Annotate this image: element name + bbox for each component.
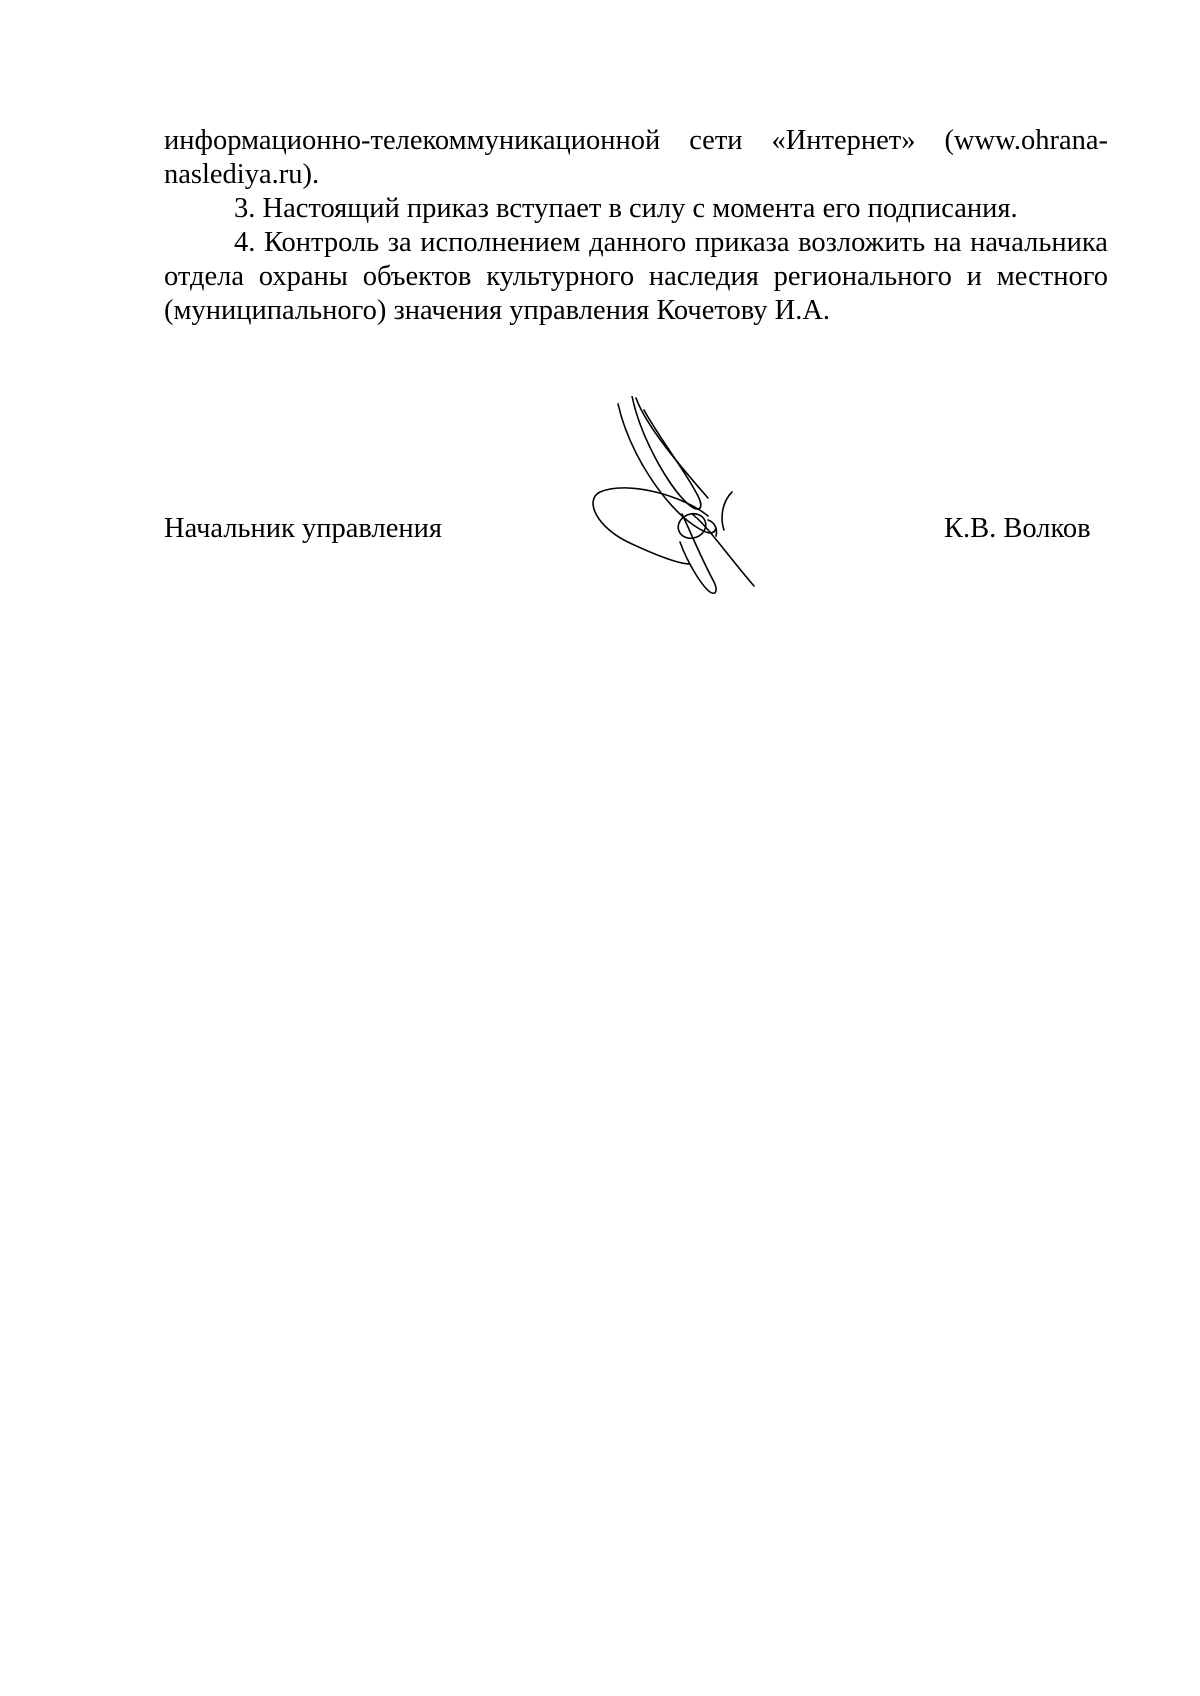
text-word: возложить xyxy=(798,227,926,258)
text-word: сети xyxy=(689,125,743,156)
paragraph-internet-line-2: naslediya.ru). xyxy=(164,159,320,190)
paragraph-internet-line-1 xyxy=(164,124,1108,158)
text-word: наследия xyxy=(648,261,759,292)
paragraph-4-line-3: (муниципального) значения управления Кочетову И.А. xyxy=(164,295,831,326)
handwritten-signature xyxy=(588,396,778,606)
text-word: культурного xyxy=(486,261,635,292)
text-word: Контроль xyxy=(263,227,380,258)
signature-stroke xyxy=(593,488,708,564)
text-word: 4. xyxy=(234,227,256,258)
text-word: «Интернет» xyxy=(771,125,916,156)
text-word: на xyxy=(933,227,962,258)
text-word: регионального xyxy=(773,261,952,292)
text-word: исполнением xyxy=(420,227,581,258)
signatory-position: Начальник управления xyxy=(164,513,442,544)
text-word: (www.ohrana- xyxy=(944,125,1108,156)
paragraph-3: 3. Настоящий приказ вступает в силу с момента его подписания. xyxy=(234,193,1018,224)
paragraph-4-line-2 xyxy=(164,260,1108,294)
text-word: местного xyxy=(996,261,1108,292)
text-word: информационно-телекоммуникационной xyxy=(164,125,661,156)
text-word: объектов xyxy=(362,261,472,292)
text-word: за xyxy=(387,227,412,258)
text-word: отдела xyxy=(164,261,244,292)
text-word: и xyxy=(966,261,982,292)
signature-stroke xyxy=(636,398,708,498)
signature-stroke xyxy=(618,404,716,533)
text-word: приказа xyxy=(694,227,790,258)
text-word: начальника xyxy=(970,227,1108,258)
signatory-name: К.В. Волков xyxy=(944,513,1091,544)
signature-stroke xyxy=(722,492,732,530)
signature-stroke xyxy=(680,514,716,593)
text-word: данного xyxy=(589,227,687,258)
text-word: охраны xyxy=(258,261,348,292)
document-body xyxy=(164,124,1108,328)
paragraph-4-line-1 xyxy=(164,226,1108,260)
